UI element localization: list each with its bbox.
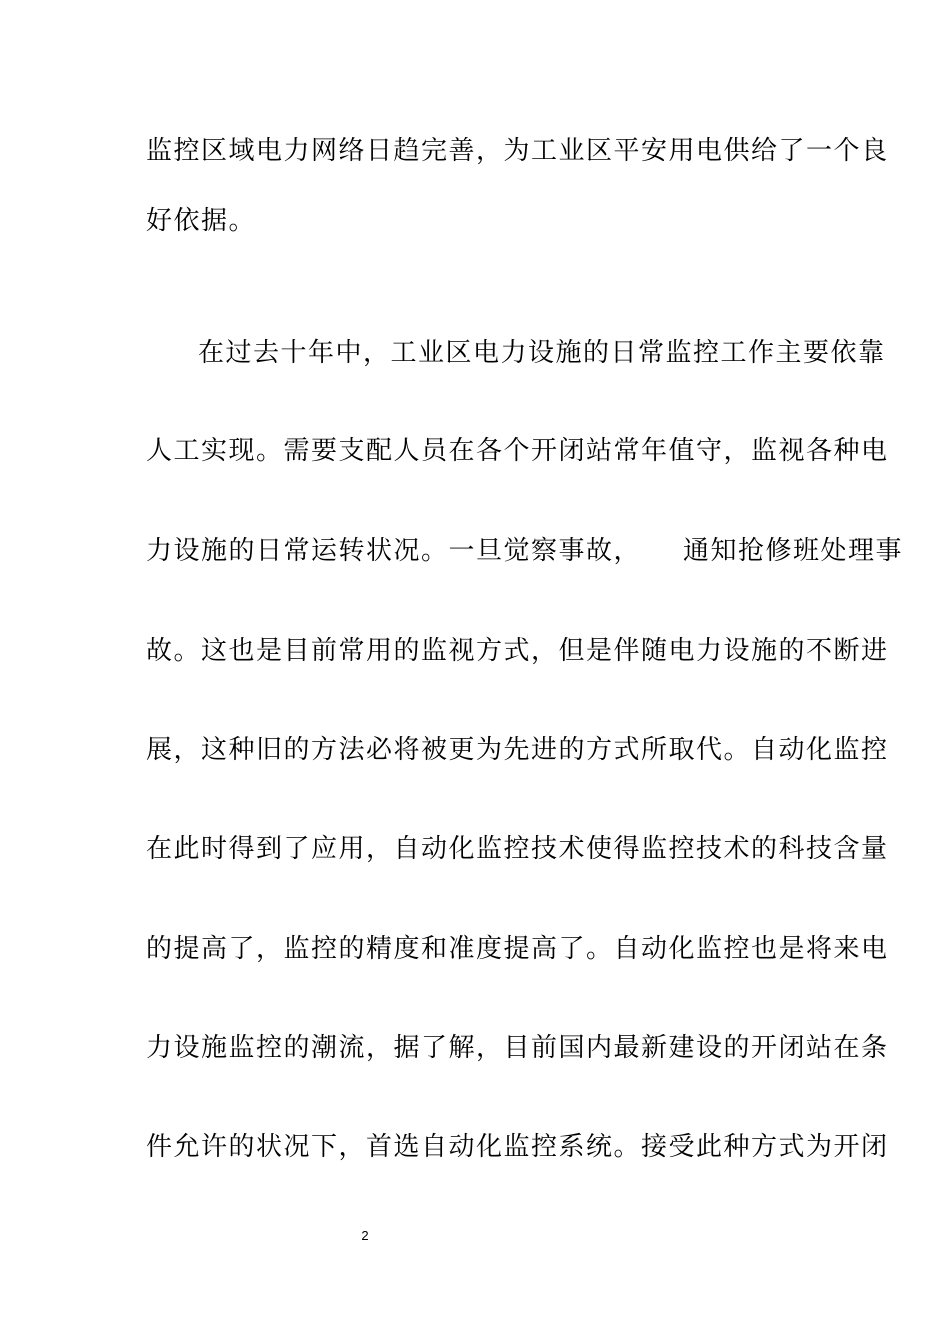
- text-line: 件允许的状况下，首选自动化监控系统。接受此种方式为开闭: [146, 1132, 889, 1162]
- text-line: 的提高了，监控的精度和准度提高了。自动化监控也是将来电: [146, 934, 889, 964]
- text-line: 好依据。: [146, 206, 257, 236]
- text-line: 故。这也是目前常用的监视方式，但是伴随电力设施的不断进: [146, 636, 889, 666]
- text-line: 监控区域电力网络日趋完善，为工业区平安用电供给了一个良: [146, 136, 889, 166]
- page-number: 2: [361, 1228, 369, 1243]
- text-line: 人工实现。需要支配人员在各个开闭站常年值守，监视各种电: [146, 436, 889, 466]
- text-line: 力设施的日常运转状况。一旦觉察事故， 通知抢修班处理事: [146, 536, 904, 566]
- paragraph-first-line: 在过去十年中，工业区电力设施的日常监控工作主要依靠: [198, 338, 886, 368]
- text-line: 力设施监控的潮流，据了解，目前国内最新建设的开闭站在条: [146, 1033, 889, 1063]
- text-line: 展，这种旧的方法必将被更为先进的方式所取代。自动化监控: [146, 735, 889, 765]
- text-line: 在此时得到了应用，自动化监控技术使得监控技术的科技含量: [146, 834, 889, 864]
